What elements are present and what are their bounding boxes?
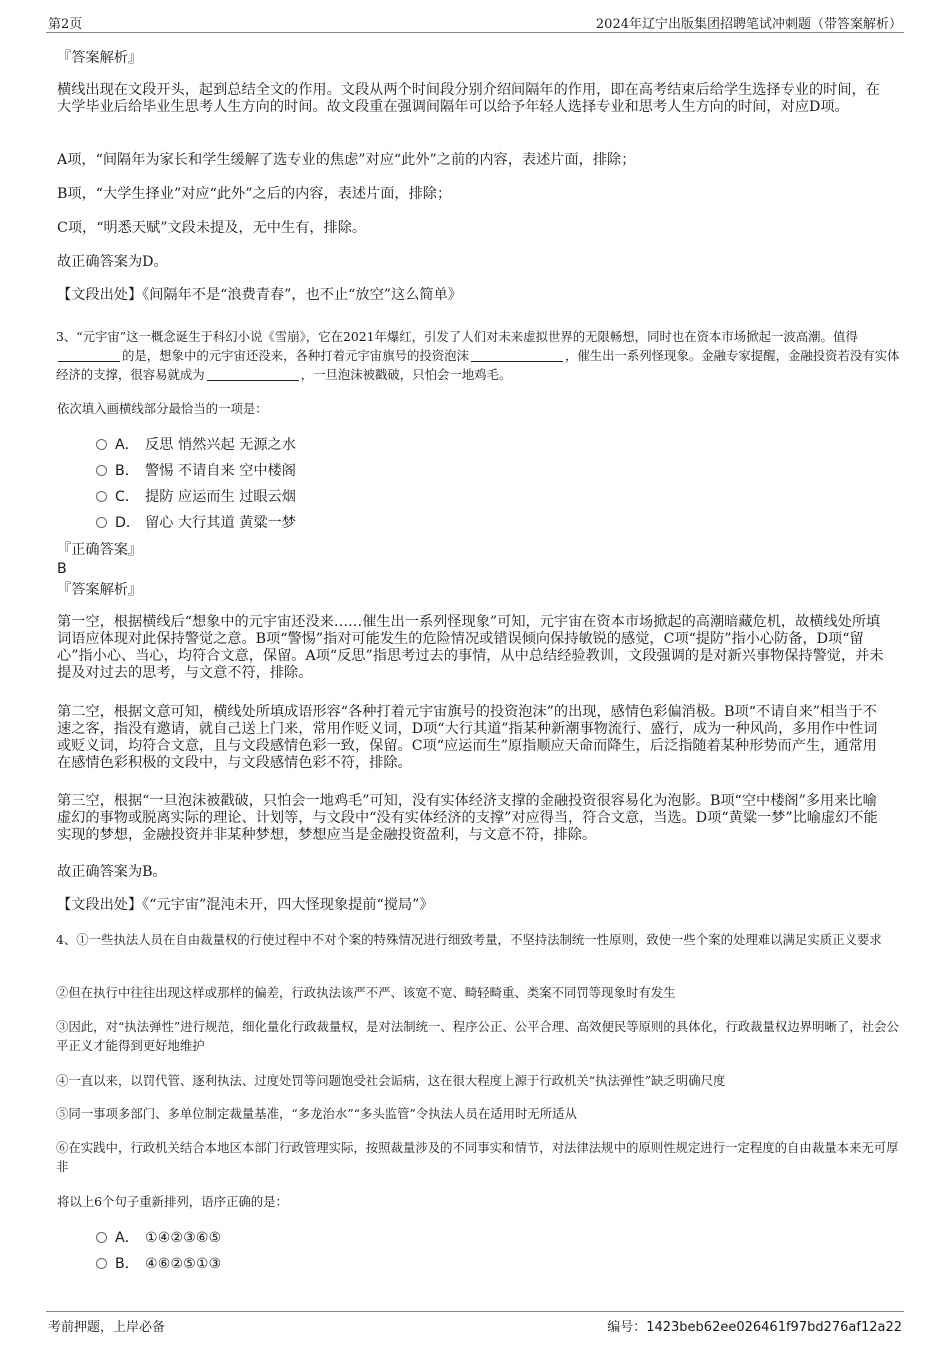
q3-stem (56, 327, 900, 384)
q4-sentence-4: ④一直以来，以罚代管、逐利执法、过度处罚等问题饱受社会诟病，这在很大程度上源于行政机关“执法弹性”缺乏明确尺度 (56, 1073, 726, 1088)
q2-option-a-analysis: A项，“间隔年为家长和学生缓解了选专业的焦虑”对应“此外”之前的内容，表述片面，排除； (57, 152, 636, 168)
q3-stem-part1: 3、“元宇宙”这一概念诞生于科幻小说《雪崩》，它在2021年爆红，引发了人们对未来虚拟世界的无限畅想，同时也在资本市场掀起一波高潮。 (56, 329, 833, 344)
footer-slogan: 考前押题，上岸必备 (48, 1320, 166, 1335)
q4-sentence-5: ⑤同一事项多部门、多单位制定裁量基准，“多龙治水”“多头监管”令执法人员在适用时无所适从 (56, 1106, 577, 1121)
q4-sentence-3: ③因此，对“执法弹性”进行规范，细化量化行政裁量权，是对法制统一、程序公正、公平合理、高效便民等原则的具体化，行政裁量权边界明晰了，社会公平正义才能得到更好地维护 (56, 1019, 899, 1053)
q3-stem-part3b: ，一旦泡沫被戳破，只怕会一地鸡毛。 (300, 367, 512, 382)
blank-1 (58, 349, 120, 362)
q4-sentence-1: 4、①一些执法人员在自由裁量权的行使过程中不对个案的特殊情况进行细致考量，不坚持法制统一性原则，致使一些个案的处理难以满足实质正义要求 (56, 932, 882, 947)
q2-analysis-heading: 『答案解析』 (57, 50, 143, 66)
q4-sentence-2: ②但在执行中往往出现这样或那样的偏差，行政执法该严不严、该宽不宽、畸轻畸重、类案不同罚等现象时有发生 (56, 985, 676, 1000)
q3-analysis-3: 第三空，根据“一旦泡沫被戳破，只怕会一地鸡毛”可知，没有实体经济支撑的金融投资很容易化为泡影。B项“空中楼阁”多用来比喻虚幻的事物或脱离实际的理论、计划等，与文段中“没有实体经济的支撑”对应得当，符合文意，当选。D项“黄粱一梦”比喻虚幻不能实现的梦想，金融投资并非某种梦想，梦想应当是金融投资盈利，与文意不符，排除。 (57, 793, 878, 843)
q3-stem-part3a: 投资若没有实体经济的支撑，很容易就成为 (56, 348, 900, 382)
radio-icon[interactable] (96, 1232, 107, 1243)
code-label: 编号： (607, 1320, 647, 1335)
q2-option-c-analysis: C项，“明悉天赋”文段未提及，无中生有，排除。 (57, 220, 367, 236)
q3-analysis-1: 第一空，根据横线后“想象中的元宇宙还没来……催生出一系列怪现象”可知，元宇宙在资本市场掀起的高潮暗藏危机，故横线处所填词语应体现对此保持警觉之意。B项“警惕”指对可能发生的危险情况或错误倾向保持敏锐的感觉，C项“提防”指小心防备，D项“留心”指小心、当心，均符合文意，保留。A项“反思”指思考过去的事情，从中总结经验教训，文段强调的是对新兴事物保持警觉，并未提及对过去的思考，与文意不符，排除。 (57, 614, 884, 681)
q3-option-b[interactable]: B． 警惕 不请自来 空中楼阁 (96, 462, 296, 480)
q3-source: 【文段出处】《“元宇宙”混沌未开，四大怪现象提前“搅局”》 (57, 897, 434, 913)
q3-stem-part2a: 值得 (832, 329, 858, 344)
radio-icon[interactable] (96, 439, 107, 450)
q4-option-a[interactable]: A． ①④②③⑥⑤ (96, 1229, 221, 1247)
page-number: 第2页 (48, 17, 83, 32)
q2-conclusion: 故正确答案为D。 (57, 254, 168, 270)
radio-icon[interactable] (96, 465, 107, 476)
page-header (46, 10, 904, 33)
radio-icon[interactable] (96, 1258, 107, 1269)
q3-answer-heading: 『正确答案』 (57, 542, 143, 558)
code-value: 1423beb62ee026461f97bd276af12a22 (646, 1320, 902, 1335)
q3-option-d[interactable]: D． 留心 大行其道 黄粱一梦 (96, 514, 296, 532)
radio-icon[interactable] (96, 491, 107, 502)
q3-stem-part2b: 的是，想象中的元宇宙还没来，各种打着元宇宙旗号的投资泡沫 (122, 348, 469, 363)
q3-analysis-2: 第二空，根据文意可知，横线处所填成语形容“各种打着元宇宙旗号的投资泡沫”的出现，感情色彩偏消极。B项“不请自来”相当于不速之客，指没有邀请，就自己送上门来，常用作贬义词，D项“大行其道”指某种新潮事物流行、盛行，成为一种风尚，多用作中性词或贬义词，均符合文意，且与文段感情色彩一致，保留。C项“应运而生”原指顺应天命而降生，后泛指随着某种形势而产生，通常用在感情色彩积极的文段中，与文段感情色彩不符，排除。 (57, 704, 878, 771)
q2-option-b-analysis: B项，“大学生择业”对应“此外”之后的内容，表述片面，排除； (57, 186, 452, 202)
q3-conclusion: 故正确答案为B。 (57, 864, 167, 880)
q3-answer: B (57, 561, 67, 577)
document-title: 2024年辽宁出版集团招聘笔试冲刺题（带答案解析） (595, 17, 902, 32)
blank-3 (207, 368, 299, 381)
q4-option-b[interactable]: B． ④⑥②⑤①③ (96, 1255, 221, 1273)
q2-source: 【文段出处】《间隔年不是“浪费青春”，也不止“放空”这么简单》 (57, 287, 462, 303)
q4-instruction: 将以上6个句子重新排列，语序正确的是： (57, 1194, 288, 1209)
q3-option-c[interactable]: C． 提防 应运而生 过眼云烟 (96, 488, 296, 506)
page-footer (46, 1311, 904, 1336)
radio-icon[interactable] (96, 517, 107, 528)
document-code (607, 1316, 902, 1335)
q2-analysis-paragraph: 横线出现在文段开头，起到总结全文的作用。文段从两个时间段分别介绍间隔年的作用，即在高考结束后给学生选择专业的时间，在大学毕业后给毕业生思考人生方向的时间。故文段重在强调间隔年可以给予年轻人选择专业和思考人生方向的时间，对应D项。 (57, 82, 880, 115)
blank-2 (471, 349, 563, 362)
q3-stem-part2c: ，催生出一系列怪现象。金融专家提醒，金融 (564, 348, 813, 363)
q3-analysis-heading: 『答案解析』 (57, 582, 143, 598)
q3-option-a[interactable]: A． 反思 悄然兴起 无源之水 (96, 436, 296, 454)
q4-sentence-6: ⑥在实践中，行政机关结合本地区本部门行政管理实际，按照裁量涉及的不同事实和情节，对法律法规中的原则性规定进行一定程度的自由裁量本来无可厚非 (56, 1140, 899, 1174)
q3-instruction: 依次填入画横线部分最恰当的一项是： (57, 401, 268, 416)
